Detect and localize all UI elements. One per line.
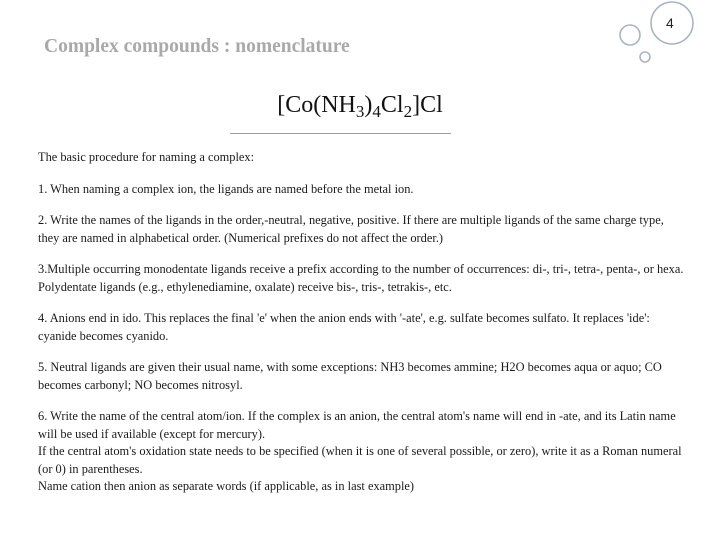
slide-body: [38, 149, 686, 496]
rule-3: 3.Multiple occurring monodentate ligands receive a prefix according to the number of occurrences: di-, tri-, tetra-, penta-, or hexa. Polydentate ligands (e.g., ethylenediamine, oxalate) receive bis-, tris-, tetrakis-, etc.: [38, 262, 684, 294]
formula-subscript: 2: [403, 102, 413, 121]
small-circle-decoration: [620, 25, 640, 45]
formula-subscript: 3: [355, 102, 365, 121]
formula-underline: [230, 133, 451, 134]
rule-4: 4. Anions end in ido. This replaces the final 'e' when the anion ends with '-ate', e.g. sulfate becomes sulfato. It replaces 'ide': cyanide becomes cyanido.: [38, 311, 650, 343]
intro-text: The basic procedure for naming a complex:: [38, 150, 255, 164]
rule-6-continuation: If the central atom's oxidation state needs to be specified (when it is one of several possible, or zero), write it as a Roman numeral (or 0) in parentheses.: [38, 444, 682, 476]
slide-title: Complex compounds : nomenclature: [44, 36, 350, 57]
formula-subscript: 4: [372, 102, 381, 121]
formula-part: ]Cl: [412, 92, 443, 118]
tiny-circle-decoration: [640, 52, 650, 62]
rule-6: 6. Write the name of the central atom/ion. If the complex is an anion, the central atom's name will end in -ate, and its Latin name will be used if available (except for mercury).: [38, 409, 676, 441]
chemical-formula: [0, 92, 720, 119]
formula-part: ): [364, 92, 373, 118]
rule-1: 1. When naming a complex ion, the ligands are named before the metal ion.: [38, 181, 414, 196]
formula-part: Cl: [380, 92, 404, 118]
formula-part: [Co(NH: [277, 92, 356, 118]
rule-6-continuation: Name cation then anion as separate words (if applicable, as in last example): [38, 479, 415, 493]
decorative-circles: [608, 0, 720, 80]
rule-2: 2. Write the names of the ligands in the order,-neutral, negative, positive. If there are multiple ligands of the same charge type, they are named in alphabetical order. (Numerical prefixes do not affect the order.): [38, 213, 664, 245]
page-number: 4: [666, 15, 674, 31]
rule-5: 5. Neutral ligands are given their usual name, with some exceptions: NH3 becomes ammine; H2O becomes aqua or aquo; CO becomes carbonyl; NO becomes nitrosyl.: [38, 360, 662, 392]
